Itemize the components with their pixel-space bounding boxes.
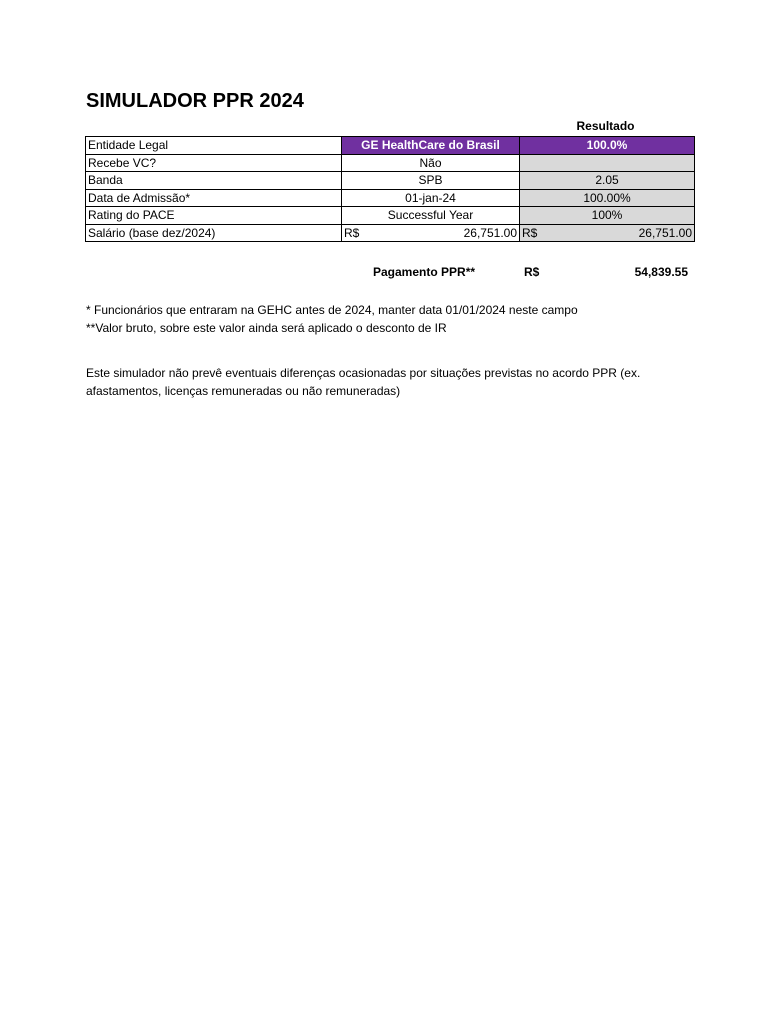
band-result: 2.05 xyxy=(520,172,695,190)
row-label: Salário (base dez/2024) xyxy=(86,224,342,242)
salary-result xyxy=(520,224,695,242)
receives-vc-result xyxy=(520,154,695,172)
band-field[interactable]: SPB xyxy=(342,172,520,190)
payment-amount: 54,839.55 xyxy=(634,265,688,279)
payment-currency: R$ xyxy=(524,265,540,279)
disclaimer: Este simulador não prevê eventuais diferenças ocasionadas por situações previstas no acordo PPR (ex. afastamentos, licenças remuneradas ou não remuneradas) xyxy=(86,366,641,398)
pace-rating-result: 100% xyxy=(520,207,695,225)
table-row xyxy=(86,137,695,155)
salary-value: 26,751.00 xyxy=(463,225,517,240)
footnote-admission: * Funcionários que entraram na GEHC antes de 2024, manter data 01/01/2024 neste campo xyxy=(86,303,578,317)
footnote-gross-value: **Valor bruto, sobre este valor ainda será aplicado o desconto de IR xyxy=(86,321,447,335)
currency-symbol: R$ xyxy=(344,225,360,240)
table-row xyxy=(86,189,695,207)
row-label: Banda xyxy=(86,172,342,190)
admission-date-result: 100.00% xyxy=(520,189,695,207)
row-label: Recebe VC? xyxy=(86,154,342,172)
salary-result-value: 26,751.00 xyxy=(638,225,692,240)
row-label: Data de Admissão* xyxy=(86,189,342,207)
legal-entity-field[interactable]: GE HealthCare do Brasil xyxy=(342,137,520,155)
row-label: Entidade Legal xyxy=(86,137,342,155)
pace-rating-field[interactable]: Successful Year xyxy=(342,207,520,225)
table-row xyxy=(86,207,695,225)
table-row xyxy=(86,172,695,190)
admission-date-field[interactable]: 01-jan-24 xyxy=(342,189,520,207)
table-row xyxy=(86,224,695,242)
payment-label: Pagamento PPR** xyxy=(373,265,476,279)
row-label: Rating do PACE xyxy=(86,207,342,225)
salary-field[interactable] xyxy=(342,224,520,242)
table-row xyxy=(86,154,695,172)
page-title: SIMULADOR PPR 2024 xyxy=(86,90,304,112)
simulator-table xyxy=(85,136,695,242)
currency-symbol: R$ xyxy=(522,225,538,240)
legal-entity-result: 100.0% xyxy=(520,137,695,155)
result-column-header: Resultado xyxy=(576,119,635,133)
receives-vc-field[interactable]: Não xyxy=(342,154,520,172)
